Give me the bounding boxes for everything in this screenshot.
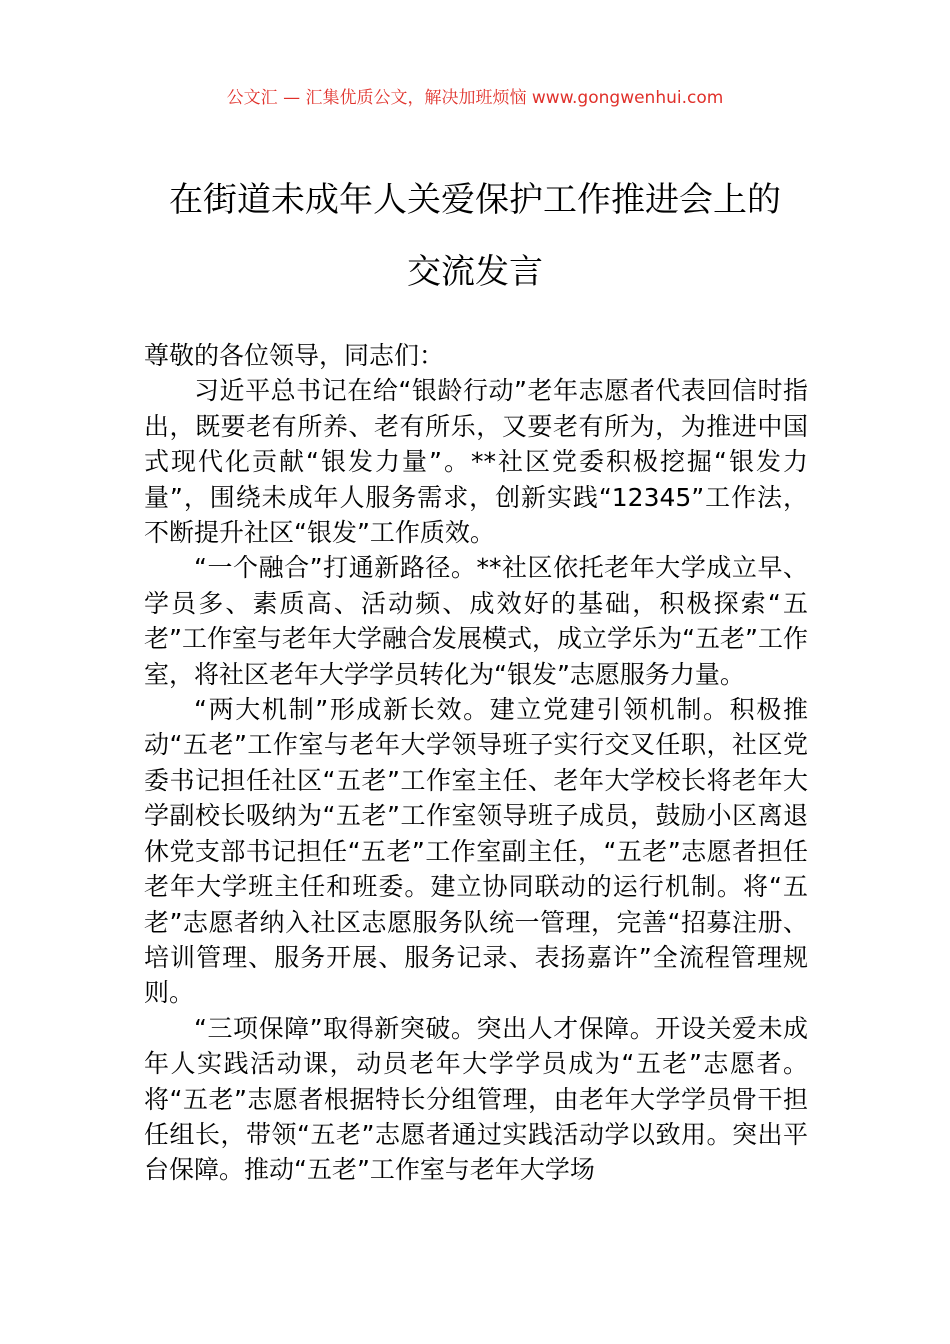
header-banner: 公文汇 — 汇集优质公文，解决加班烦恼 www.gongwenhui.com [226, 88, 724, 108]
paragraph-one-integration: “一个融合”打通新路径。**社区依托老年大学成立早、学员多、素质高、活动频、成效好的基础，积极探索“五老”工作室与老年大学融合发展模式，成立学乐为“五老”工作室，将社区老年大学学员转化为“银发”志愿服务力量。 [144, 553, 808, 689]
paragraph-three-guarantees: “三项保障”取得新突破。突出人才保障。开设关爱未成年人实践活动课，动员老年大学学员成为“五老”志愿者。将“五老”志愿者根据特长分组管理，由老年大学学员骨干担任组长，带领“五老”志愿者通过实践活动学以致用。突出平台保障。推动“五老”工作室与老年大学场 [144, 1013, 808, 1185]
paragraph-intro: 习近平总书记在给“银龄行动”老年志愿者代表回信时指出，既要老有所养、老有所乐，又要老有所为，为推进中国式现代化贡献“银发力量”。**社区党委积极挖掘“银发力量”，围绕未成年人服务需求，创新实践“12345”工作法，不断提升社区“银发”工作质效。 [144, 376, 808, 548]
document-title-line-1: 在街道未成年人关爱保护工作推进会上的 [169, 180, 781, 220]
document-title-line-2: 交流发言 [407, 252, 543, 292]
document-body [144, 338, 808, 1188]
paragraph-two-mechanisms: “两大机制”形成新长效。建立党建引领机制。积极推动“五老”工作室与老年大学领导班子实行交叉任职，社区党委书记担任社区“五老”工作室主任、老年大学校长将老年大学副校长吸纳为“五老”工作室领导班子成员，鼓励小区离退休党支部书记担任“五老”工作室副主任，“五老”志愿者担任老年大学班主任和班委。建立协同联动的运行机制。将“五老”志愿者纳入社区志愿服务队统一管理，完善“招募注册、培训管理、服务开展、服务记录、表扬嘉许”全流程管理规则。 [144, 695, 808, 1008]
salutation: 尊敬的各位领导，同志们： [144, 341, 445, 370]
